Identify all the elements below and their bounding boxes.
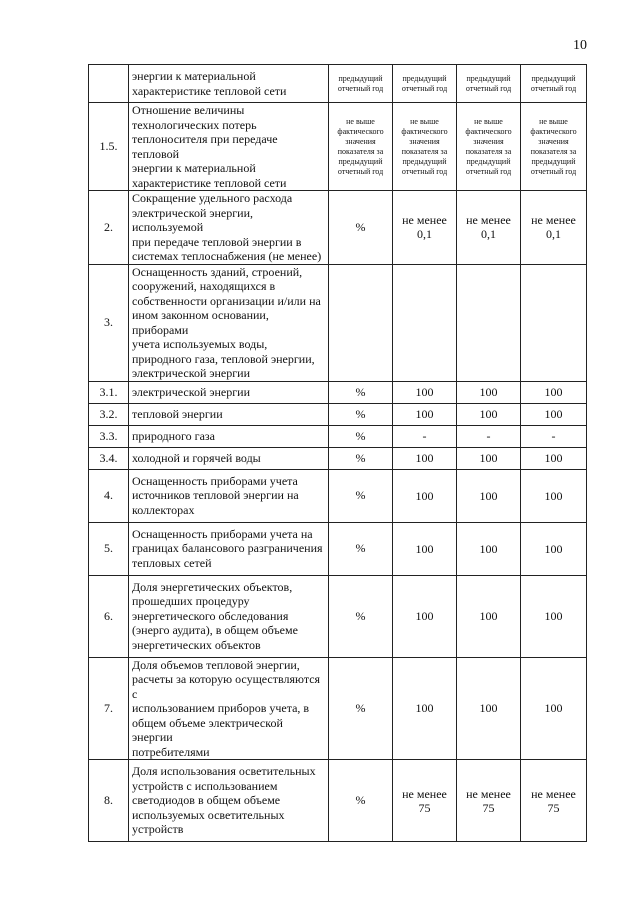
value-text: - (551, 429, 556, 443)
value-cell (521, 447, 587, 469)
table-row (89, 575, 587, 657)
indicator-name (129, 522, 329, 575)
unit-cell: % (329, 381, 393, 403)
value-cell (393, 760, 457, 842)
row-number: 8. (89, 760, 129, 842)
row-number: 3.1. (89, 381, 129, 403)
value-cell (457, 65, 521, 103)
indicator-name-text: Оснащенность приборами учета источников тепловой энергии на коллекторах (132, 473, 299, 517)
indicator-name-text: холодной и горячей воды (132, 450, 261, 465)
indicator-name-text: тепловой энергии (132, 406, 223, 421)
value-text: 100 (415, 451, 434, 465)
value-cell (521, 575, 587, 657)
indicator-name-text: природного газа (132, 428, 215, 443)
indicator-name-text: Доля энергетических объектов, прошедших процедуру энергетического обследования (энерго аудита), в общем объеме энергетических объектов (132, 579, 298, 652)
value-cell (457, 522, 521, 575)
value-cell (393, 447, 457, 469)
row-number: 5. (89, 522, 129, 575)
indicator-name-text: Сокращение удельного расхода электрической энергии, используемой при передаче тепловой энергии в системах теплоснабжения (не менее) (132, 191, 322, 263)
value-cell (393, 103, 457, 191)
indicator-name (129, 425, 329, 447)
value-cell (329, 103, 393, 191)
table-row (89, 760, 587, 842)
row-number: 3.2. (89, 403, 129, 425)
value-text: 100 (544, 541, 563, 556)
value-text: 100 (415, 488, 434, 503)
value-cell (521, 657, 587, 760)
unit-cell: % (329, 425, 393, 447)
value-text: не выше фактического значения показателя за предыдущий отчетный год (337, 116, 384, 176)
value-text: - (486, 429, 491, 443)
value-text: 100 (479, 609, 498, 623)
unit-cell: % (329, 469, 393, 522)
value-cell (457, 469, 521, 522)
value-text: не менее 75 (402, 786, 447, 815)
value-text: 100 (479, 385, 498, 399)
value-text: 100 (479, 488, 498, 503)
value-cell (521, 103, 587, 191)
table-row (89, 403, 587, 425)
value-text: - (422, 429, 427, 443)
value-cell (457, 403, 521, 425)
value-text: предыдущий отчетный год (530, 73, 577, 93)
indicator-name-text: Доля объемов тепловой энергии, расчеты за которую осуществляются с использованием приборов учета, в общем объеме электрической энергии потребителями (132, 657, 321, 759)
row-number: 6. (89, 575, 129, 657)
value-text: 100 (415, 385, 434, 399)
unit-cell: % (329, 760, 393, 842)
indicator-name (129, 657, 329, 760)
table-row (89, 65, 587, 103)
value-cell (393, 403, 457, 425)
row-number: 3.3. (89, 425, 129, 447)
table-row (89, 657, 587, 760)
value-cell (457, 447, 521, 469)
indicator-name (129, 403, 329, 425)
value-cell (393, 657, 457, 760)
value-text: 100 (415, 407, 434, 421)
value-cell (393, 425, 457, 447)
indicator-name (129, 65, 329, 103)
value-cell (521, 191, 587, 265)
value-cell (329, 65, 393, 103)
value-cell (521, 264, 587, 381)
value-cell (393, 381, 457, 403)
table-row (89, 264, 587, 381)
value-cell (393, 65, 457, 103)
row-number (89, 65, 129, 103)
value-text: не менее 0,1 (531, 213, 576, 242)
indicator-name-text: Оснащенность приборами учета на границах балансового разграничения тепловых сетей (132, 526, 323, 570)
indicator-name (129, 191, 329, 265)
table-row (89, 103, 587, 191)
row-number: 7. (89, 657, 129, 760)
table-row (89, 191, 587, 265)
value-text: не менее 0,1 (466, 213, 511, 242)
value-cell (521, 381, 587, 403)
value-text: 100 (415, 701, 434, 716)
value-cell (457, 657, 521, 760)
value-text: 100 (479, 541, 498, 556)
value-text: не выше фактического значения показателя за предыдущий отчетный год (401, 116, 448, 176)
table-row (89, 447, 587, 469)
value-cell (457, 425, 521, 447)
value-cell (393, 264, 457, 381)
value-text: 100 (544, 701, 563, 716)
unit-cell: % (329, 522, 393, 575)
row-number: 2. (89, 191, 129, 265)
row-number: 4. (89, 469, 129, 522)
indicators-table (88, 64, 587, 842)
value-text: 100 (544, 451, 563, 465)
value-cell (457, 264, 521, 381)
table-row (89, 381, 587, 403)
value-text: не выше фактического значения показателя за предыдущий отчетный год (530, 116, 577, 176)
unit-cell: % (329, 191, 393, 265)
value-text: 100 (544, 385, 563, 399)
indicator-name-text: Оснащенность зданий, строений, сооружений, находящихся в собственности организации и/или на ином законном основании, приборами учета используемых воды, природного газа, тепловой энергии, электрической энергии (132, 264, 321, 380)
value-cell (393, 522, 457, 575)
row-number: 3. (89, 264, 129, 381)
value-cell (521, 65, 587, 103)
value-cell (521, 425, 587, 447)
value-text: не выше фактического значения показателя за предыдущий отчетный год (465, 116, 512, 176)
value-cell (457, 760, 521, 842)
unit-cell: % (329, 447, 393, 469)
value-text: предыдущий отчетный год (401, 73, 448, 93)
row-number: 1.5. (89, 103, 129, 191)
value-cell (521, 522, 587, 575)
indicator-name (129, 575, 329, 657)
table-row (89, 425, 587, 447)
value-cell (457, 103, 521, 191)
value-cell (457, 191, 521, 265)
value-cell (521, 403, 587, 425)
indicator-name (129, 381, 329, 403)
value-cell (521, 469, 587, 522)
row-number: 3.4. (89, 447, 129, 469)
value-cell (393, 469, 457, 522)
value-text: не менее 0,1 (402, 213, 447, 242)
value-text: 100 (479, 701, 498, 716)
page-number: 10 (573, 38, 587, 53)
indicator-name-text: электрической энергии (132, 384, 251, 399)
indicator-name (129, 760, 329, 842)
value-cell (393, 191, 457, 265)
value-text: 100 (544, 609, 563, 623)
unit-cell: % (329, 575, 393, 657)
unit-cell (329, 264, 393, 381)
unit-cell: % (329, 403, 393, 425)
value-text: предыдущий отчетный год (337, 73, 384, 93)
indicator-name (129, 447, 329, 469)
value-cell (521, 760, 587, 842)
value-text: 100 (544, 407, 563, 421)
table-row (89, 469, 587, 522)
indicator-name (129, 264, 329, 381)
value-cell (457, 381, 521, 403)
indicator-name-text: Доля использования осветительных устройств с использованием светодиодов в общем объеме используемых осветительных устройств (132, 764, 316, 837)
table-body (89, 65, 587, 842)
value-text: не менее 75 (531, 786, 576, 815)
value-text: предыдущий отчетный год (465, 73, 512, 93)
indicator-name-text: энергии к материальной характеристике тепловой сети (132, 69, 287, 98)
indicator-name (129, 469, 329, 522)
value-text: не менее 75 (466, 786, 511, 815)
value-text: 100 (479, 451, 498, 465)
indicator-name (129, 103, 329, 191)
unit-cell: % (329, 657, 393, 760)
indicator-name-text: Отношение величины технологических потерь теплоносителя при передаче тепловой энергии к материальной характеристике тепловой сети (132, 103, 287, 190)
value-cell (457, 575, 521, 657)
value-text: 100 (415, 541, 434, 556)
value-text: 100 (479, 407, 498, 421)
table-row (89, 522, 587, 575)
value-cell (393, 575, 457, 657)
value-text: 100 (544, 488, 563, 503)
value-text: 100 (415, 609, 434, 623)
